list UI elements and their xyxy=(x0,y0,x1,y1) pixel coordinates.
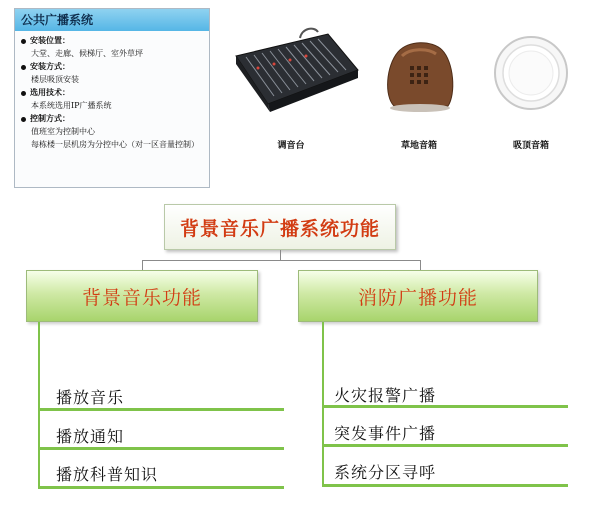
rock-speaker-icon xyxy=(380,36,460,116)
function-item: 火灾报警广播 xyxy=(334,386,437,405)
connector-line xyxy=(142,260,420,261)
device-label: 吸顶音箱 xyxy=(512,141,549,151)
section-heading-text: 安装位置： xyxy=(30,35,70,45)
info-panel xyxy=(14,8,210,188)
device-label: 调音台 xyxy=(277,141,305,151)
function-item: 播放科普知识 xyxy=(56,465,159,484)
function-item: 播放音乐 xyxy=(56,388,125,407)
section-heading-text: 控制方式： xyxy=(30,113,70,123)
device-label: 草地音箱 xyxy=(400,141,437,151)
bullet-icon xyxy=(21,91,26,96)
section-detail: 大堂、走廊、候梯厅、室外草坪 xyxy=(31,49,143,58)
section-detail: 每栋楼一层机房为分控中心（对一区音量控制） xyxy=(31,140,199,149)
item-underline xyxy=(322,484,568,487)
section-heading xyxy=(21,34,203,47)
item-underline xyxy=(38,408,284,411)
branch-box-fire-broadcast: 消防广播功能 xyxy=(298,270,538,322)
item-underline xyxy=(38,447,284,450)
item-underline xyxy=(322,444,568,447)
diagram-root-box: 背景音乐广播系统功能 xyxy=(164,204,396,250)
connector-line xyxy=(142,260,143,270)
item-underline xyxy=(38,486,284,489)
section-detail: 本系统选用IP广播系统 xyxy=(31,101,112,110)
item-underline xyxy=(322,405,568,408)
section-detail: 值班室为控制中心 xyxy=(31,127,95,136)
connector-line xyxy=(280,250,281,260)
section-heading-text: 选用技术： xyxy=(30,87,70,97)
bullet-icon xyxy=(21,65,26,70)
function-item: 播放通知 xyxy=(56,427,125,446)
section-heading xyxy=(21,112,203,125)
mixing-console-icon xyxy=(228,26,362,112)
function-item: 突发事件广播 xyxy=(334,424,437,443)
branch-vertical-line xyxy=(38,322,40,488)
info-panel-body xyxy=(15,31,209,151)
branch-vertical-line xyxy=(322,322,324,486)
branch-box-background-music: 背景音乐功能 xyxy=(26,270,258,322)
section-heading-text: 安装方式： xyxy=(30,61,70,71)
section-heading xyxy=(21,86,203,99)
section-detail: 楼层吸顶安装 xyxy=(31,75,79,84)
bullet-icon xyxy=(21,117,26,122)
function-item: 系统分区寻呼 xyxy=(334,463,437,482)
connector-line xyxy=(420,260,421,270)
bullet-icon xyxy=(21,39,26,44)
ceiling-speaker-icon xyxy=(492,34,570,112)
info-panel-title: 公共广播系统 xyxy=(15,9,209,31)
section-heading xyxy=(21,60,203,73)
